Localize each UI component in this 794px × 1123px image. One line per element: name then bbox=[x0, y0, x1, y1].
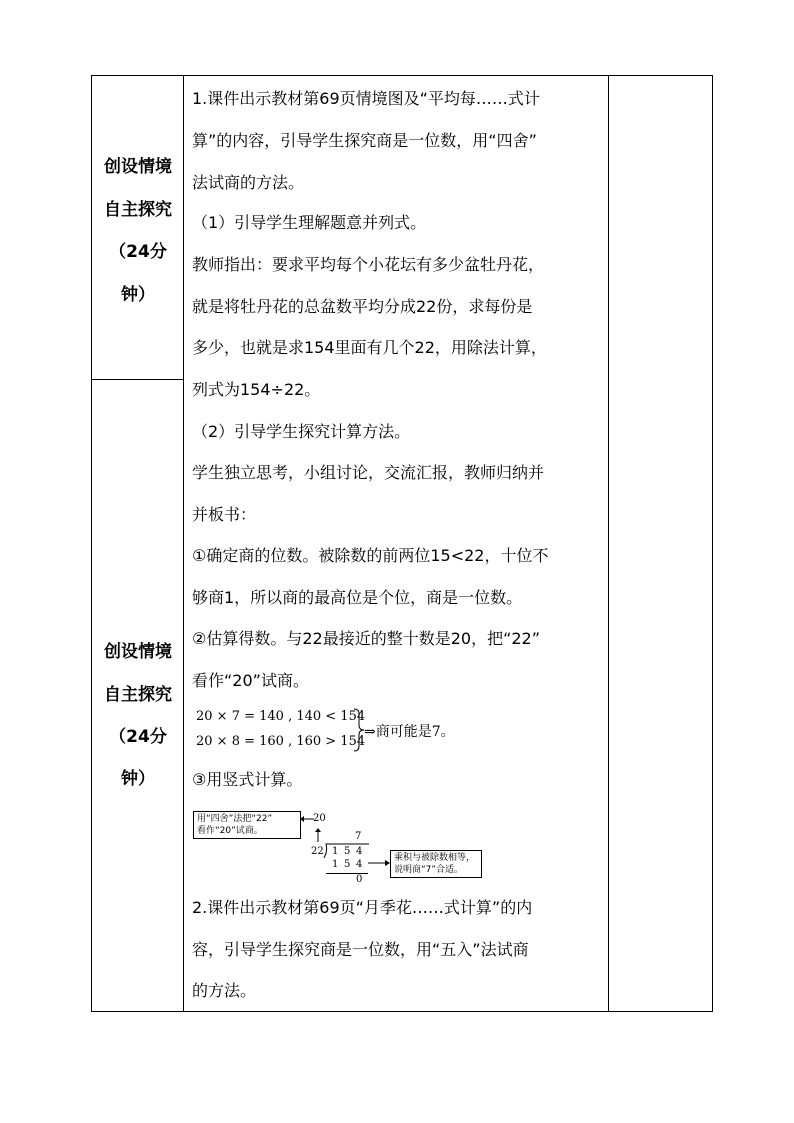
p9-line3: 的方法。 bbox=[192, 981, 257, 1000]
divisor: 22 bbox=[311, 846, 324, 857]
table-right-border bbox=[712, 75, 713, 1012]
p1-line2: 算”的内容，引导学生探究商是一位数，用“四舍” bbox=[192, 131, 537, 150]
p5-line2: 并板书： bbox=[192, 505, 257, 524]
product-digit-3: 4 bbox=[356, 859, 363, 870]
p2: （1）引导学生理解题意并列式。 bbox=[192, 213, 427, 232]
table-bottom-border bbox=[91, 1011, 713, 1012]
section-label-1-line3: （24分 bbox=[109, 242, 167, 262]
section-label-1-line4: 钟） bbox=[121, 285, 155, 305]
quotient-digit: 7 bbox=[355, 831, 362, 842]
division-note-left-line2: 看作“20”试商。 bbox=[197, 826, 263, 836]
remainder-digit: 0 bbox=[356, 874, 363, 885]
section-label-1-line2: 自主探究 bbox=[104, 200, 172, 220]
division-note-left bbox=[193, 811, 301, 839]
table-left-border bbox=[91, 75, 92, 1012]
arrow-left-icon bbox=[300, 815, 314, 823]
table-top-border bbox=[91, 75, 713, 76]
division-note-right-line2: 说明商“7”合适。 bbox=[394, 865, 464, 875]
p7-line2: 看作“20”试商。 bbox=[192, 671, 309, 690]
arrow-right-icon bbox=[368, 859, 390, 867]
division-note-right bbox=[390, 850, 482, 878]
division-note-right-line1: 乘积与被除数相等， bbox=[394, 853, 476, 863]
dividend-digit-3: 4 bbox=[356, 846, 363, 857]
p3-line3: 多少，也就是求154里面有几个22，用除法计算， bbox=[192, 338, 547, 357]
section-label-2-line3: （24分 bbox=[109, 727, 167, 747]
p7-line1: ②估算得数。与22最接近的整十数是20，把“22” bbox=[192, 629, 541, 648]
formula-line2: 20 × 8 = 160 , 160 > 154 bbox=[196, 734, 366, 749]
p3-line4: 列式为154÷22。 bbox=[192, 380, 321, 399]
product-digit-1: 1 bbox=[332, 859, 339, 870]
arrow-up-icon bbox=[314, 828, 322, 842]
left-cell-divider bbox=[91, 379, 184, 380]
formula-line1: 20 × 7 = 140 , 140 < 154 bbox=[196, 709, 366, 724]
section-label-2-line2: 自主探究 bbox=[104, 685, 172, 705]
section-label-1-line1: 创设情境 bbox=[104, 157, 172, 177]
p5-line1: 学生独立思考，小组讨论，交流汇报，教师归纳并 bbox=[192, 463, 545, 482]
formula-result: ⇒商可能是7。 bbox=[364, 724, 455, 740]
p4: （2）引导学生探究计算方法。 bbox=[192, 422, 411, 441]
p9-line1: 2.课件出示教材第69页“月季花……式计算”的内 bbox=[192, 898, 533, 917]
p3-line2: 就是将牡丹花的总盆数平均分成22份，求每份是 bbox=[192, 297, 533, 316]
p1-line1: 1.课件出示教材第69页情境图及“平均每……式计 bbox=[192, 89, 540, 108]
dividend-digit-1: 1 bbox=[332, 846, 339, 857]
division-arrow-label: 20 bbox=[313, 813, 326, 824]
section-label-2-line1: 创设情境 bbox=[104, 642, 172, 662]
p6-line1: ①确定商的位数。被除数的前两位15<22，十位不 bbox=[192, 546, 549, 565]
p3-line1: 教师指出：要求平均每个小花坛有多少盆牡丹花， bbox=[192, 255, 545, 274]
dividend-digit-2: 5 bbox=[344, 846, 351, 857]
division-note-left-line1: 用“四舍”法把“22” bbox=[197, 814, 273, 824]
table-divider-2 bbox=[608, 75, 609, 1012]
p9-line2: 容，引导学生探究商是一位数，用“五入”法试商 bbox=[192, 940, 529, 959]
table-divider-1 bbox=[183, 75, 184, 1012]
section-label-2-line4: 钟） bbox=[121, 769, 155, 789]
p6-line2: 够商1，所以商的最高位是个位，商是一位数。 bbox=[192, 588, 523, 607]
p8: ③用竖式计算。 bbox=[192, 770, 303, 789]
product-digit-2: 5 bbox=[344, 859, 351, 870]
p1-line3: 法试商的方法。 bbox=[192, 173, 305, 192]
